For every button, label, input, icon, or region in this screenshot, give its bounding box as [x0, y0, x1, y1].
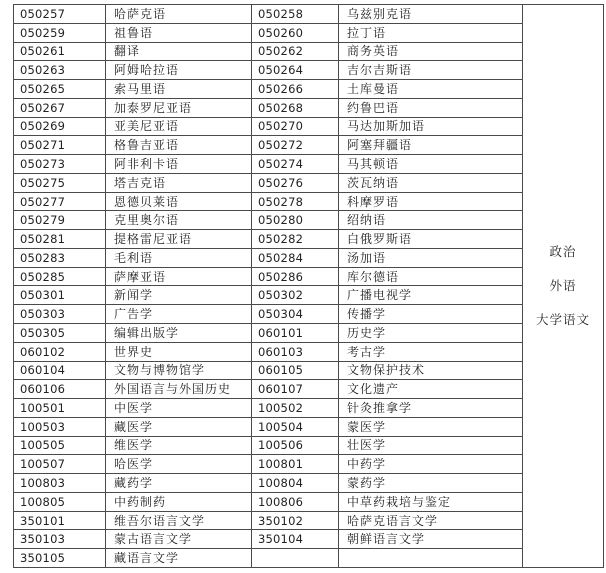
major-code-cell: 050270	[252, 117, 339, 136]
major-code-cell: 060103	[252, 342, 339, 361]
major-code-cell: 050284	[252, 248, 339, 267]
major-code-cell: 100502	[252, 399, 339, 418]
major-name-cell: 传播学	[339, 305, 523, 324]
major-name-cell: 乌兹别克语	[339, 5, 523, 24]
table-row	[14, 117, 604, 136]
table-row	[14, 305, 604, 324]
table-row	[14, 417, 604, 436]
major-name-cell: 文物保护技术	[339, 361, 523, 380]
table-row	[14, 511, 604, 530]
major-name-cell: 中医学	[106, 399, 252, 418]
major-code-cell: 060102	[14, 342, 106, 361]
major-name-cell: 茨瓦纳语	[339, 173, 523, 192]
major-name-cell	[339, 549, 523, 568]
major-code-cell: 050303	[14, 305, 106, 324]
major-code-cell: 050261	[14, 42, 106, 61]
table-row	[14, 42, 604, 61]
major-code-cell: 100501	[14, 399, 106, 418]
major-code-cell: 050280	[252, 211, 339, 230]
major-code-cell: 050283	[14, 248, 106, 267]
major-name-cell: 塔吉克语	[106, 173, 252, 192]
major-code-cell: 050271	[14, 136, 106, 155]
major-code-cell: 050285	[14, 267, 106, 286]
major-name-cell: 马其顿语	[339, 155, 523, 174]
major-name-cell: 哈萨克语言文学	[339, 511, 523, 530]
major-code-cell: 050274	[252, 155, 339, 174]
major-name-cell: 拉丁语	[339, 23, 523, 42]
major-code-cell: 050304	[252, 305, 339, 324]
major-code-cell: 100803	[14, 474, 106, 493]
major-name-cell: 蒙古语言文学	[106, 530, 252, 549]
table-row	[14, 474, 604, 493]
major-name-cell: 阿塞拜疆语	[339, 136, 523, 155]
major-table	[13, 4, 604, 568]
table-row	[14, 286, 604, 305]
major-name-cell: 藏语言文学	[106, 549, 252, 568]
major-name-cell: 哈萨克语	[106, 5, 252, 24]
major-code-cell: 100505	[14, 436, 106, 455]
major-name-cell: 广播电视学	[339, 286, 523, 305]
major-name-cell: 恩德贝莱语	[106, 192, 252, 211]
major-code-cell: 050278	[252, 192, 339, 211]
major-code-cell: 050259	[14, 23, 106, 42]
major-code-cell: 050265	[14, 80, 106, 99]
major-name-cell: 中药制药	[106, 492, 252, 511]
major-name-cell: 考古学	[339, 342, 523, 361]
major-name-cell: 针灸推拿学	[339, 399, 523, 418]
major-code-cell: 060104	[14, 361, 106, 380]
major-name-cell: 格鲁吉亚语	[106, 136, 252, 155]
major-code-cell: 100804	[252, 474, 339, 493]
major-code-cell: 050277	[14, 192, 106, 211]
major-code-cell: 050258	[252, 5, 339, 24]
table-row	[14, 342, 604, 361]
exam-subjects-cell	[523, 5, 604, 568]
major-code-cell: 050279	[14, 211, 106, 230]
major-code-cell: 050268	[252, 98, 339, 117]
major-code-cell: 050273	[14, 155, 106, 174]
exam-subject: 外语	[549, 278, 577, 293]
major-name-cell: 土库曼语	[339, 80, 523, 99]
major-name-cell: 阿姆哈拉语	[106, 61, 252, 80]
major-code-cell: 060105	[252, 361, 339, 380]
major-name-cell: 阿非利卡语	[106, 155, 252, 174]
major-name-cell: 中草药栽培与鉴定	[339, 492, 523, 511]
major-code-cell: 100801	[252, 455, 339, 474]
major-code-cell: 350103	[14, 530, 106, 549]
table-row	[14, 211, 604, 230]
major-code-cell: 350101	[14, 511, 106, 530]
major-code-cell: 350104	[252, 530, 339, 549]
major-name-cell: 朝鲜语言文学	[339, 530, 523, 549]
table-row	[14, 380, 604, 399]
table-row	[14, 455, 604, 474]
major-code-cell: 050264	[252, 61, 339, 80]
major-name-cell: 汤加语	[339, 248, 523, 267]
major-name-cell: 加泰罗尼亚语	[106, 98, 252, 117]
table-row	[14, 399, 604, 418]
major-code-cell: 060101	[252, 324, 339, 343]
major-code-cell: 050286	[252, 267, 339, 286]
major-name-cell: 哈医学	[106, 455, 252, 474]
major-name-cell: 约鲁巴语	[339, 98, 523, 117]
major-name-cell: 中药学	[339, 455, 523, 474]
major-code-cell: 050302	[252, 286, 339, 305]
major-code-cell: 050281	[14, 230, 106, 249]
table-row	[14, 192, 604, 211]
table-row	[14, 324, 604, 343]
major-code-cell: 050260	[252, 23, 339, 42]
major-code-cell: 050262	[252, 42, 339, 61]
major-code-cell: 050305	[14, 324, 106, 343]
major-code-cell: 100805	[14, 492, 106, 511]
major-name-cell: 祖鲁语	[106, 23, 252, 42]
major-name-cell: 蒙药学	[339, 474, 523, 493]
major-name-cell: 蒙医学	[339, 417, 523, 436]
major-code-cell: 050276	[252, 173, 339, 192]
table-row	[14, 173, 604, 192]
major-name-cell: 壮医学	[339, 436, 523, 455]
major-code-cell: 050301	[14, 286, 106, 305]
major-name-cell: 科摩罗语	[339, 192, 523, 211]
major-code-cell: 060106	[14, 380, 106, 399]
major-name-cell: 绍纳语	[339, 211, 523, 230]
major-code-cell: 050272	[252, 136, 339, 155]
major-name-cell: 文化遗产	[339, 380, 523, 399]
table-row	[14, 98, 604, 117]
major-name-cell: 世界史	[106, 342, 252, 361]
major-code-cell: 100507	[14, 455, 106, 474]
major-name-cell: 商务英语	[339, 42, 523, 61]
exam-subject: 大学语文	[535, 312, 590, 327]
major-name-cell: 维医学	[106, 436, 252, 455]
major-name-cell: 萨摩亚语	[106, 267, 252, 286]
major-name-cell: 毛利语	[106, 248, 252, 267]
major-name-cell: 马达加斯加语	[339, 117, 523, 136]
major-code-cell: 100503	[14, 417, 106, 436]
major-code-cell: 100504	[252, 417, 339, 436]
major-name-cell: 广告学	[106, 305, 252, 324]
major-name-cell: 维吾尔语言文学	[106, 511, 252, 530]
major-code-cell: 050266	[252, 80, 339, 99]
major-name-cell: 编辑出版学	[106, 324, 252, 343]
major-name-cell: 藏药学	[106, 474, 252, 493]
table-row	[14, 61, 604, 80]
major-name-cell: 亚美尼亚语	[106, 117, 252, 136]
major-code-cell: 050269	[14, 117, 106, 136]
table-row	[14, 549, 604, 568]
major-code-cell: 050275	[14, 173, 106, 192]
table-row	[14, 80, 604, 99]
major-name-cell: 新闻学	[106, 286, 252, 305]
major-code-cell: 050282	[252, 230, 339, 249]
major-name-cell: 克里奥尔语	[106, 211, 252, 230]
major-code-cell: 050263	[14, 61, 106, 80]
major-name-cell: 索马里语	[106, 80, 252, 99]
table-row	[14, 436, 604, 455]
table-row	[14, 492, 604, 511]
major-code-cell: 050257	[14, 5, 106, 24]
table-row	[14, 361, 604, 380]
major-name-cell: 提格雷尼亚语	[106, 230, 252, 249]
major-name-cell: 外国语言与外国历史	[106, 380, 252, 399]
table-row	[14, 530, 604, 549]
major-name-cell: 翻译	[106, 42, 252, 61]
table-row	[14, 5, 604, 24]
major-name-cell: 库尔德语	[339, 267, 523, 286]
major-name-cell: 文物与博物馆学	[106, 361, 252, 380]
major-code-cell	[252, 549, 339, 568]
table-row	[14, 230, 604, 249]
table-row	[14, 155, 604, 174]
major-name-cell: 白俄罗斯语	[339, 230, 523, 249]
major-code-cell: 050267	[14, 98, 106, 117]
major-code-cell: 100506	[252, 436, 339, 455]
major-name-cell: 历史学	[339, 324, 523, 343]
major-name-cell: 吉尔吉斯语	[339, 61, 523, 80]
table-row	[14, 267, 604, 286]
exam-subject: 政治	[549, 244, 577, 259]
table-row	[14, 248, 604, 267]
major-code-cell: 100806	[252, 492, 339, 511]
table-row	[14, 136, 604, 155]
major-code-cell: 350105	[14, 549, 106, 568]
major-code-cell: 350102	[252, 511, 339, 530]
table-row	[14, 23, 604, 42]
major-code-cell: 060107	[252, 380, 339, 399]
major-table-body	[14, 5, 604, 568]
major-name-cell: 藏医学	[106, 417, 252, 436]
